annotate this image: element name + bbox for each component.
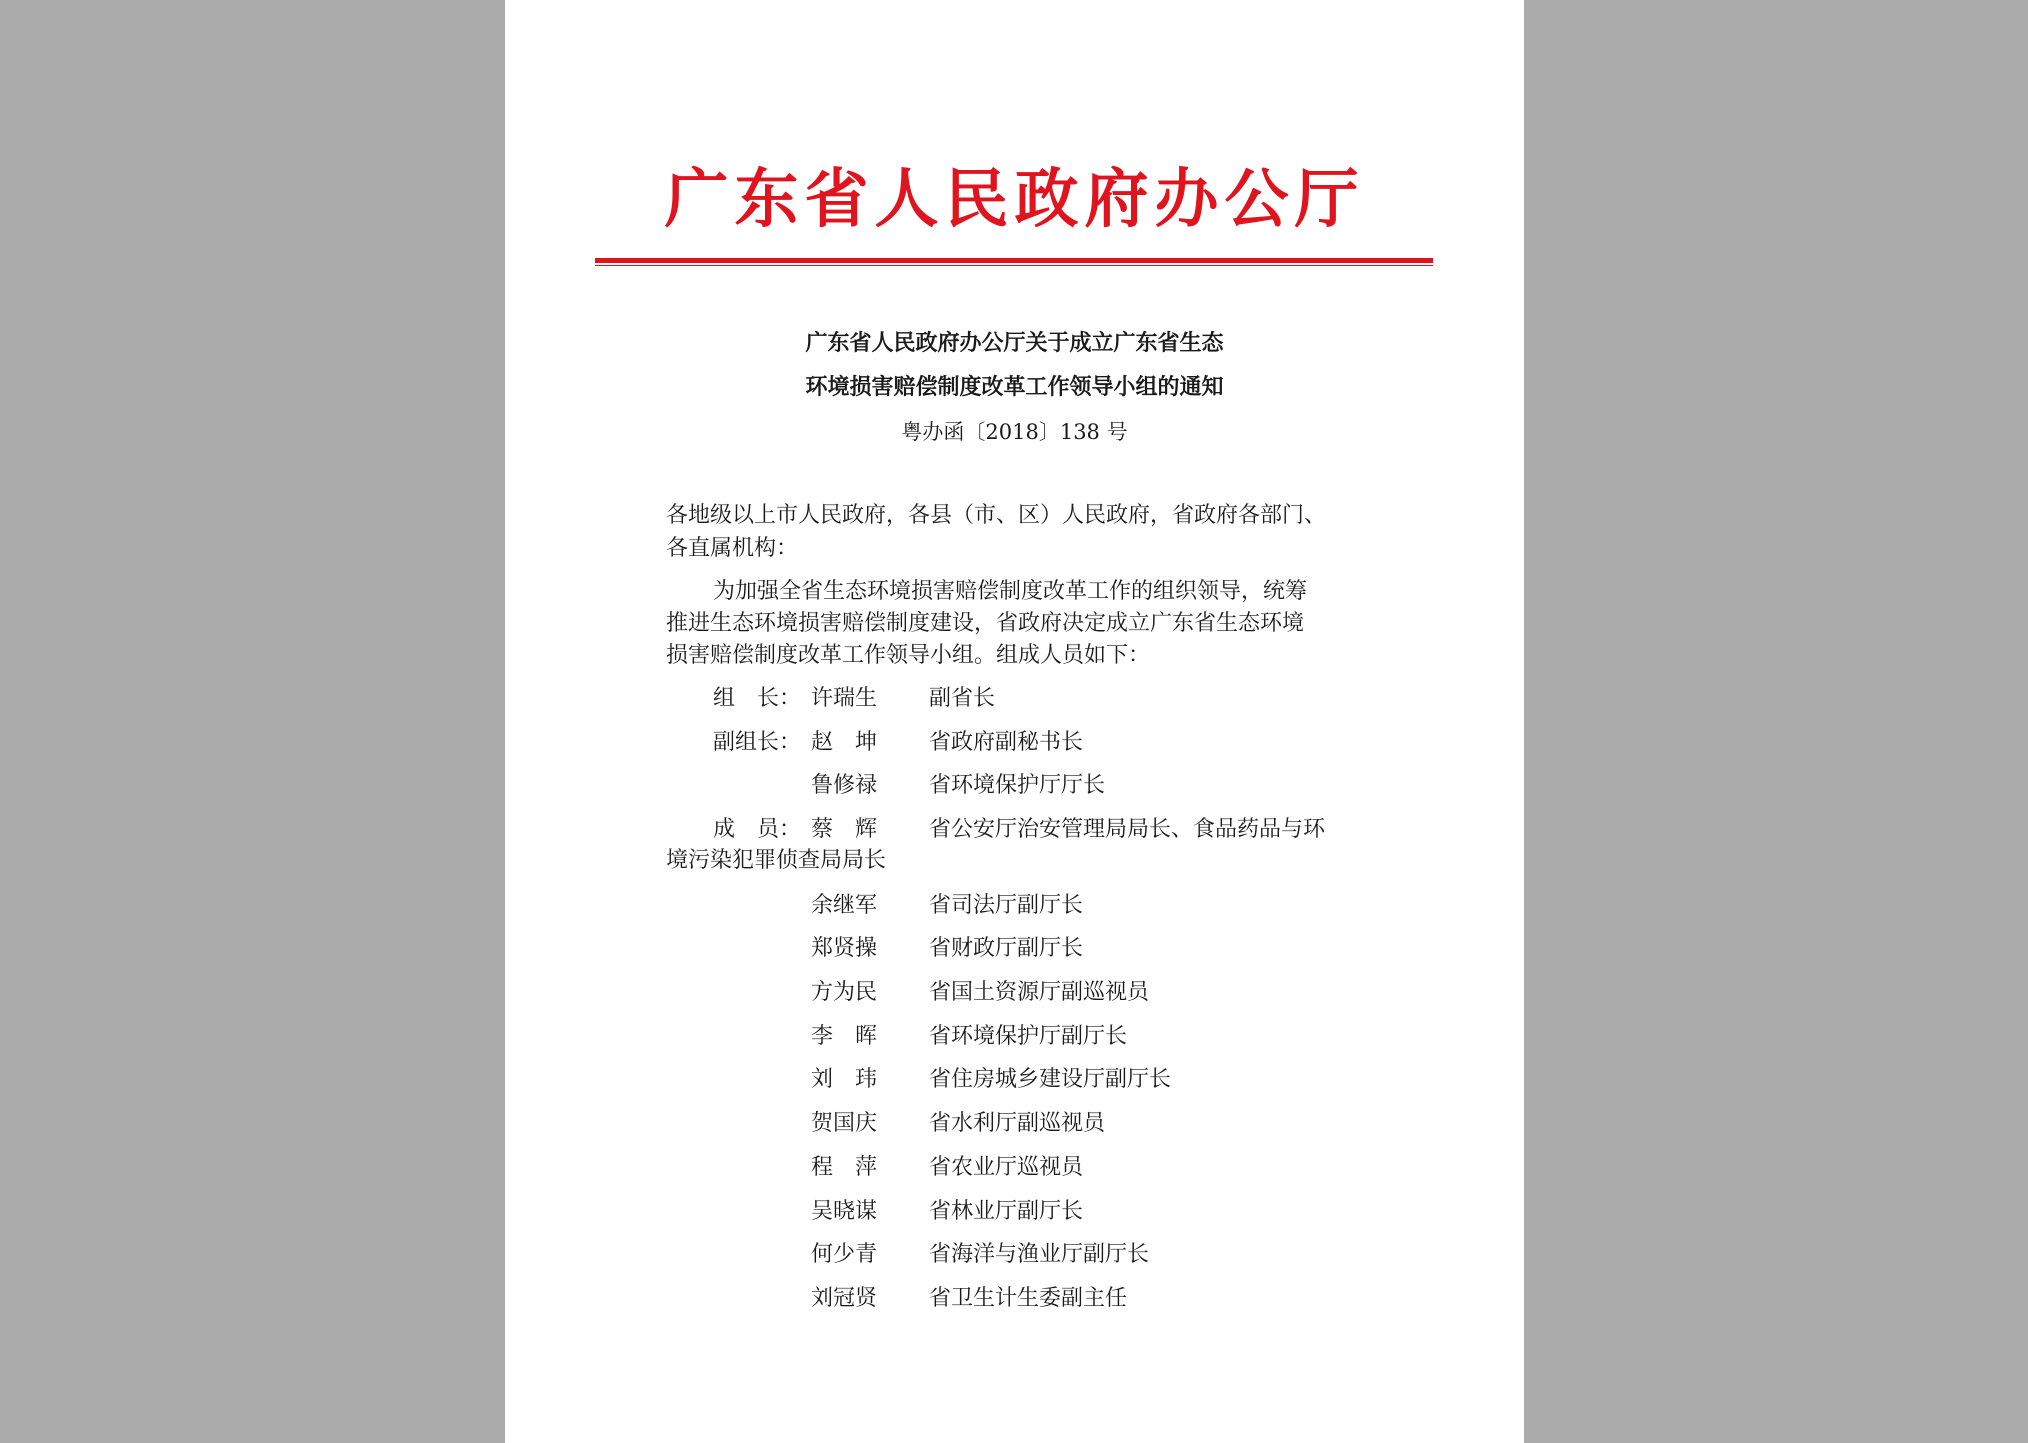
- member-name: 何少青: [811, 1242, 878, 1267]
- member-role: 副组长：: [713, 730, 802, 755]
- member-name: 赵 坤: [811, 730, 878, 755]
- body-paragraph-line-3: 损害赔偿制度改革工作领导小组。组成人员如下：: [666, 643, 1151, 668]
- member-position: 省司法厅副厅长: [929, 893, 1084, 918]
- member-name: 鲁修禄: [811, 773, 878, 798]
- masthead-title: 广东省人民政府办公厅: [664, 163, 1365, 237]
- addressee-line-2: 各直属机构：: [666, 536, 799, 561]
- member-position: 省林业厅副厅长: [929, 1199, 1084, 1224]
- member-position: 省财政厅副厅长: [929, 936, 1084, 961]
- member-name: 刘 玮: [811, 1067, 878, 1092]
- addressee-line-1: 各地级以上市人民政府，各县（市、区）人民政府，省政府各部门、: [666, 503, 1327, 528]
- member-position: 省政府副秘书长: [929, 730, 1084, 755]
- member-position: 省住房城乡建设厅副厅长: [929, 1067, 1172, 1092]
- red-header-rule-thin: [595, 265, 1433, 266]
- member-role: 组 长：: [713, 686, 802, 711]
- member-position: 省环境保护厅副厅长: [929, 1024, 1128, 1049]
- member-position: 副省长: [929, 686, 996, 711]
- member-name: 贺国庆: [811, 1111, 878, 1136]
- member-name: 程 萍: [811, 1155, 878, 1180]
- red-header-rule: [595, 258, 1433, 263]
- member-name: 蔡 辉: [811, 817, 878, 842]
- body-paragraph-line-2: 推进生态环境损害赔偿制度建设，省政府决定成立广东省生态环境: [666, 611, 1305, 636]
- member-position: 省农业厅巡视员: [929, 1155, 1084, 1180]
- member-name: 余继军: [811, 893, 878, 918]
- member-position-continuation: 境污染犯罪侦查局局长: [666, 848, 887, 873]
- member-role: 成 员：: [713, 817, 802, 842]
- document-page: [505, 0, 1524, 1443]
- member-position: 省公安厅治安管理局局长、食品药品与环: [929, 817, 1326, 842]
- member-name: 刘冠贤: [811, 1286, 878, 1311]
- body-paragraph-line-1: 为加强全省生态环境损害赔偿制度改革工作的组织领导，统筹: [713, 579, 1308, 604]
- document-number: 粤办函〔2018〕138 号: [901, 420, 1128, 444]
- member-position: 省水利厅副巡视员: [929, 1111, 1106, 1136]
- member-name: 郑贤操: [811, 936, 878, 961]
- document-title-line-1: 广东省人民政府办公厅关于成立广东省生态: [805, 331, 1224, 356]
- member-name: 李 晖: [811, 1024, 878, 1049]
- member-position: 省卫生计生委副主任: [929, 1286, 1128, 1311]
- member-name: 方为民: [811, 980, 878, 1005]
- document-title-line-2: 环境损害赔偿制度改革工作领导小组的通知: [805, 375, 1224, 400]
- member-position: 省国土资源厅副巡视员: [929, 980, 1150, 1005]
- member-name: 吴晓谋: [811, 1199, 878, 1224]
- member-position: 省海洋与渔业厅副厅长: [929, 1242, 1150, 1267]
- member-name: 许瑞生: [811, 686, 878, 711]
- member-position: 省环境保护厅厅长: [929, 773, 1106, 798]
